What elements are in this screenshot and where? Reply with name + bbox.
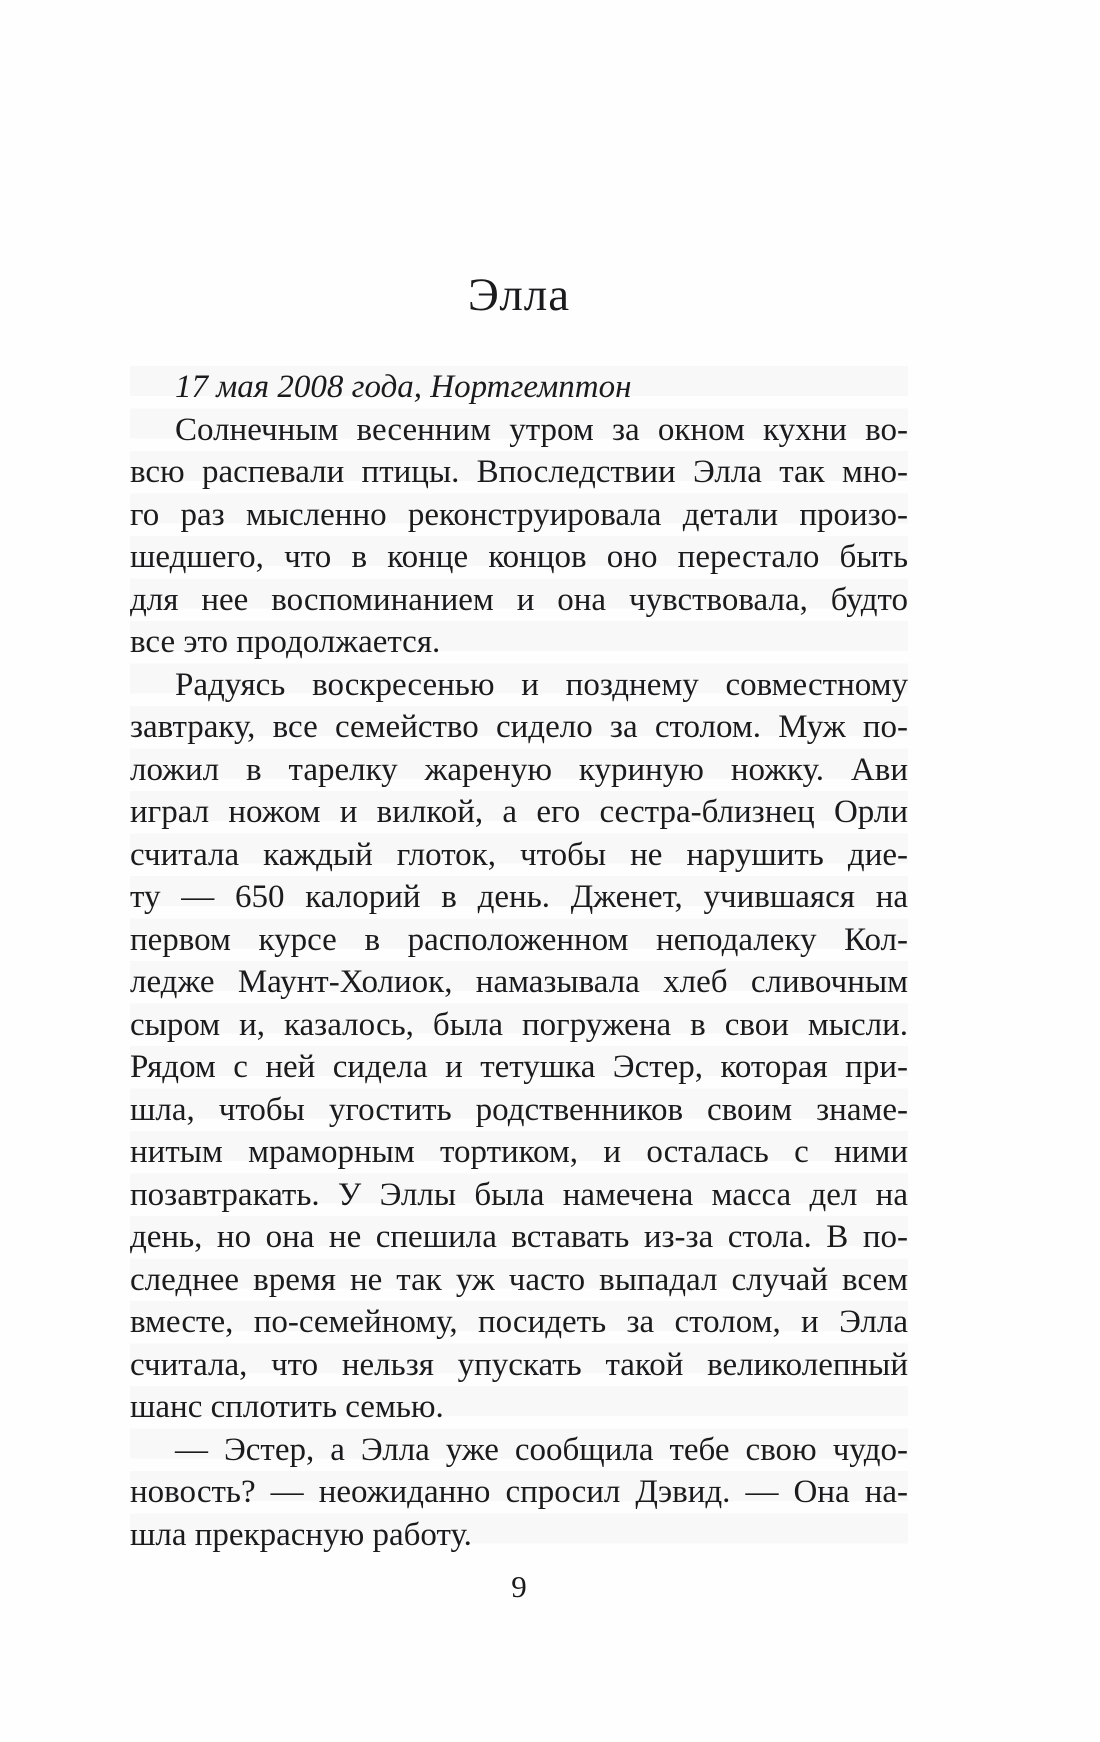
text-line: шла, чтобы угостить родственников своим знаме- bbox=[130, 1091, 908, 1128]
text-line: Солнечным весенним утром за окном кухни во- bbox=[175, 411, 908, 448]
chapter-title: Элла bbox=[467, 269, 571, 321]
text-line: для нее воспоминанием и она чувствовала, будто bbox=[130, 581, 908, 618]
text-block bbox=[130, 366, 908, 1556]
page-number: 9 bbox=[511, 1569, 527, 1604]
text-line: шедшего, что в конце концов оно перестало быть bbox=[130, 539, 908, 575]
text-line: первом курсе в расположенном неподалеку Кол- bbox=[130, 921, 908, 958]
dateline: 17 мая 2008 года, Нортгемптон bbox=[175, 369, 632, 405]
text-line: играл ножом и вилкой, а его сестра-близнец Орли bbox=[130, 794, 908, 830]
text-line: Рядом с ней сидела и тетушка Эстер, которая при- bbox=[130, 1049, 908, 1085]
text-line: — Эстер, а Элла уже сообщила тебе свою чудо- bbox=[175, 1431, 908, 1468]
text-line: шла прекрасную работу. bbox=[130, 1516, 472, 1553]
text-line: все это продолжается. bbox=[130, 624, 441, 660]
text-line: завтраку, все семейство сидело за столом. Муж по- bbox=[130, 709, 908, 745]
text-line: нитым мраморным тортиком, и осталась с ними bbox=[130, 1134, 908, 1170]
text-line: ледже Маунт-Холиок, намазывала хлеб сливочным bbox=[130, 964, 908, 1000]
paragraph bbox=[130, 1429, 908, 1557]
text-line: вместе, по-семейному, посидеть за столом, и Элла bbox=[130, 1304, 908, 1340]
paragraphs-container bbox=[130, 409, 908, 1557]
text-line: всю распевали птицы. Впоследствии Элла так мно- bbox=[130, 454, 908, 490]
text-line: ту — 650 калорий в день. Дженет, учившаяся на bbox=[130, 879, 908, 915]
text-line: новость? — неожиданно спросил Дэвид. — Она на- bbox=[130, 1474, 908, 1510]
text-line: день, но она не спешила вставать из-за стола. В по- bbox=[130, 1219, 908, 1255]
paragraph bbox=[130, 409, 908, 664]
text-line: ложил в тарелку жареную куриную ножку. Ави bbox=[130, 751, 908, 788]
text-line: считала, что нельзя упускать такой великолепный bbox=[130, 1346, 908, 1383]
text-line: следнее время не так уж часто выпадал случай всем bbox=[130, 1261, 908, 1298]
text-line: шанс сплотить семью. bbox=[130, 1389, 444, 1425]
text-line: считала каждый глоток, чтобы не нарушить дие- bbox=[130, 836, 908, 873]
text-line: Радуясь воскресенью и позднему совместному bbox=[175, 666, 908, 703]
text-line: позавтракать. У Эллы была намечена масса дел на bbox=[130, 1176, 908, 1213]
text-line: го раз мысленно реконструировала детали произо- bbox=[130, 496, 908, 533]
text-line: сыром и, казалось, была погружена в свои мысли. bbox=[130, 1006, 908, 1043]
paragraph bbox=[130, 664, 908, 1429]
